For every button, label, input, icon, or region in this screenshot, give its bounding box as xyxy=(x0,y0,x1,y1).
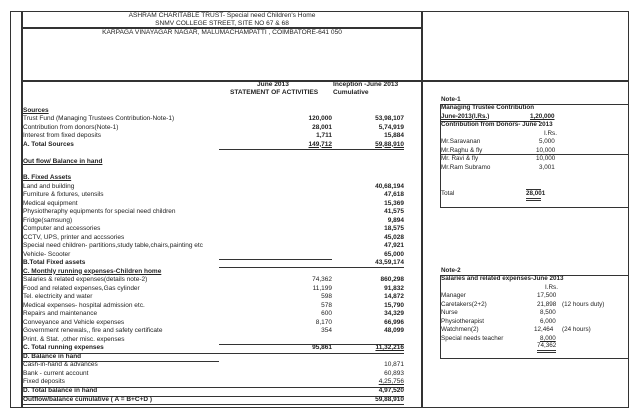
staff-role: Manager xyxy=(441,292,466,299)
row-label: Food and related expenses,Gas cylinder xyxy=(23,284,140,292)
row-cumulative: 15,884 xyxy=(384,132,404,139)
row-label: Fixed deposits xyxy=(23,378,65,385)
total-cumulative: 11,32,216 xyxy=(375,344,404,351)
table-row xyxy=(23,200,421,209)
total-cumulative: 43,59,174 xyxy=(375,259,404,266)
org-address-2: KARPAGA VINAYAGAR NAGAR, MALUMACHAMPATTI , COIMBATORE-641 050 xyxy=(102,29,342,36)
staff-role: Caretakers(2+2) xyxy=(441,300,487,308)
row-june: 8,170 xyxy=(315,318,332,326)
row-cumulative: 34,329 xyxy=(384,310,404,317)
row-june: 354 xyxy=(321,327,332,334)
table-row xyxy=(23,285,421,294)
staff-amount: 21,898 xyxy=(537,300,557,308)
total-june: 95,861 xyxy=(312,344,332,351)
fixed-assets-heading: B. Fixed Assets xyxy=(23,174,72,181)
table-row xyxy=(23,251,421,260)
donor-name: Mr.Saravanan xyxy=(441,138,481,145)
note1-heading: Managing Trustee Contribution xyxy=(441,104,535,111)
running-expenses-total-row xyxy=(23,344,421,353)
org-address-1: SNMV COLLEGE STREET, SITE NO 67 & 68 xyxy=(155,20,289,27)
row-label: Interest from fixed deposits xyxy=(23,132,102,139)
table-row xyxy=(23,191,421,200)
row-label: Land and building xyxy=(23,182,75,190)
donor-row xyxy=(441,164,490,173)
row-label: Conveyance and Vehicle expenses xyxy=(23,318,125,326)
note2-unit: I.Rs. xyxy=(545,283,558,291)
row-label: Cash-in-hand & advances xyxy=(23,361,98,368)
note2-total-amount: 74,362 xyxy=(537,342,556,353)
row-label: Vehicle- Scooter xyxy=(23,250,71,258)
row-cumulative: 40,68,194 xyxy=(375,182,404,190)
row-june: 120,000 xyxy=(308,115,332,122)
donor-name: Mr. Ravi & fly xyxy=(441,155,479,162)
donor-name: Mr.Raghu & fly xyxy=(441,146,483,154)
donor-row xyxy=(441,155,478,164)
row-cumulative: 4,25,756 xyxy=(378,378,404,385)
grand-total-row xyxy=(23,396,421,405)
row-cumulative: 60,893 xyxy=(384,369,404,377)
donor-name: Mr.Ram Subramo xyxy=(441,163,491,171)
row-label: Bank - current account xyxy=(23,369,89,377)
note1-period-label: June-2013(I.Rs.) xyxy=(441,112,490,120)
note1-total-amount: 28,001 xyxy=(526,190,541,201)
staff-role: Nurse xyxy=(441,309,458,316)
row-label: Print. & Stat. ,other misc. expenses xyxy=(23,335,125,343)
row-label: Government renewals,, fire and safety certificate xyxy=(23,327,163,334)
row-june: 1,711 xyxy=(316,132,332,139)
row-label: Special need children- partitions,study table,chairs,painting etc xyxy=(23,242,203,249)
table-row xyxy=(23,293,421,302)
grand-total-bottom-rule xyxy=(21,404,404,405)
row-june: 74,362 xyxy=(312,276,332,283)
grand-total-cumulative: 59,88,910 xyxy=(375,395,404,403)
row-label: Furniture & fixtures, utensils xyxy=(23,191,104,198)
row-label: Salaries & related expenses(details note-2) xyxy=(23,276,148,283)
row-label: Repairs and maintenance xyxy=(23,310,98,317)
note1-period-amount: 1,20,000 xyxy=(530,112,555,120)
table-row xyxy=(23,115,421,124)
row-cumulative: 15,790 xyxy=(384,301,404,309)
staff-remark: (24 hours) xyxy=(562,326,591,333)
row-cumulative: 41,575 xyxy=(384,208,404,215)
donor-amount: 10,000 xyxy=(536,155,556,162)
table-row xyxy=(23,276,421,285)
total-june: 149,712 xyxy=(308,140,332,148)
col-cumulative-sub: Cumulative xyxy=(333,89,369,96)
row-june: 598 xyxy=(321,293,332,300)
row-june: 578 xyxy=(321,301,332,309)
staff-role: Physiotherapist xyxy=(441,317,485,325)
row-label: Fridge(samsung) xyxy=(23,216,73,224)
total-label: D. Total balance in hand xyxy=(23,387,98,394)
row-cumulative: 91,832 xyxy=(384,284,404,292)
note1-left-border xyxy=(440,155,441,208)
row-cumulative: 48,099 xyxy=(384,327,404,334)
row-label: Physiotheraphy equipments for special need children xyxy=(23,208,176,215)
donor-row xyxy=(441,138,480,147)
note2-heading: Salaries and related expenses-June 2013 xyxy=(441,275,564,282)
row-label: Medical equipment xyxy=(23,199,78,207)
total-label: C. Total running expenses xyxy=(23,344,104,351)
note1-bottom-rule xyxy=(440,207,629,208)
row-cumulative: 5,74,919 xyxy=(378,123,404,131)
table-row xyxy=(23,124,421,133)
col-statement-heading: STATEMENT OF ACTIVITIES xyxy=(230,89,319,96)
table-row xyxy=(23,370,421,379)
table-row xyxy=(23,378,421,387)
donor-row xyxy=(441,147,482,156)
row-cumulative: 9,894 xyxy=(387,216,404,224)
row-cumulative: 53,98,107 xyxy=(375,115,404,122)
note1-heading2: Contribution from Donors- June 2013 xyxy=(441,121,553,128)
row-cumulative: 47,921 xyxy=(384,242,404,249)
row-label: CCTV, UPS, printer and accssories xyxy=(23,233,125,241)
col-june-heading: June 2013 xyxy=(257,81,289,88)
row-label: Computer and accessories xyxy=(23,225,101,232)
notes-divider-line xyxy=(421,11,423,408)
note1-unit: I.Rs. xyxy=(544,129,557,137)
row-cumulative: 45,028 xyxy=(384,233,404,241)
table-row xyxy=(23,183,421,192)
row-label: Medical expenses- hospital admission etc. xyxy=(23,301,145,309)
row-june: 11,199 xyxy=(312,284,332,292)
note1-total-label: Total xyxy=(441,190,455,197)
total-sources-row xyxy=(23,141,421,150)
staff-role: Special needs teacher xyxy=(441,334,504,342)
note2-title: Note-2 xyxy=(441,267,461,274)
table-row xyxy=(23,225,421,234)
donor-amount: 3,001 xyxy=(539,163,555,171)
balance-total-row xyxy=(23,387,421,396)
running-expenses-heading-row xyxy=(23,268,421,277)
row-cumulative: 65,000 xyxy=(384,250,404,258)
total-cumulative: 4,97,520 xyxy=(378,387,404,394)
row-label: Trust Fund (Managing Trustees Contribution-Note-1) xyxy=(23,115,175,122)
staff-amount: 17,500 xyxy=(537,292,557,299)
fixed-assets-heading-row xyxy=(23,174,421,183)
table-row xyxy=(23,327,421,336)
balance-heading-row xyxy=(23,353,421,362)
donor-amount: 10,000 xyxy=(536,146,556,154)
staff-amount: 6,000 xyxy=(540,317,556,325)
row-cumulative: 10,871 xyxy=(384,361,404,368)
staff-remark: (12 hours duty) xyxy=(562,300,605,308)
table-row xyxy=(23,361,421,370)
table-row xyxy=(23,217,421,226)
row-june: 600 xyxy=(321,310,332,317)
staff-amount: 8,000 xyxy=(540,334,556,342)
col-cumulative-heading: Inception -June 2013 xyxy=(333,81,399,88)
donor-amount: 5,000 xyxy=(539,138,555,145)
table-row xyxy=(23,310,421,319)
staff-amount: 8,500 xyxy=(540,309,556,316)
row-june: 28,001 xyxy=(312,123,332,131)
row-cumulative: 66,996 xyxy=(384,318,404,326)
running-expenses-heading: C. Monthly running expenses-Children home xyxy=(23,267,162,275)
total-cumulative: 59,88,910 xyxy=(375,140,404,148)
table-row xyxy=(23,234,421,243)
row-cumulative: 15,369 xyxy=(384,199,404,207)
table-row xyxy=(23,319,421,328)
table-row xyxy=(23,208,421,217)
header-divider-2 xyxy=(21,80,629,82)
staff-role: Watchmen(2) xyxy=(441,326,479,333)
balance-heading: D. Balance in hand xyxy=(23,352,82,360)
outflow-heading: Out flow/ Balance in hand xyxy=(23,158,103,165)
table-row xyxy=(23,302,421,311)
grand-total-label: Outflow/balance cumulative ( A = B+C+D ) xyxy=(23,395,153,403)
total-label: A. Total Sources xyxy=(23,140,74,148)
sources-heading: Sources xyxy=(23,107,49,114)
staff-amount: 12,464 xyxy=(534,326,554,333)
row-cumulative: 860,298 xyxy=(380,276,404,283)
row-cumulative: 47,618 xyxy=(384,191,404,198)
row-cumulative: 18,575 xyxy=(384,225,404,232)
note1-title: Note-1 xyxy=(441,96,461,103)
org-name: ASHRAM CHARITABLE TRUST- Special need Children's Home xyxy=(128,12,316,19)
total-label: B.Total Fixed assets xyxy=(23,259,86,266)
row-label: Contribution from donors(Note-1) xyxy=(23,123,119,131)
outflow-heading-row xyxy=(23,158,421,167)
table-row xyxy=(23,242,421,251)
row-label: Tel. electricity and water xyxy=(23,293,93,300)
table-row xyxy=(23,132,421,141)
row-cumulative: 14,872 xyxy=(384,293,404,300)
sources-total-rule xyxy=(219,149,404,150)
table-row xyxy=(23,336,421,345)
